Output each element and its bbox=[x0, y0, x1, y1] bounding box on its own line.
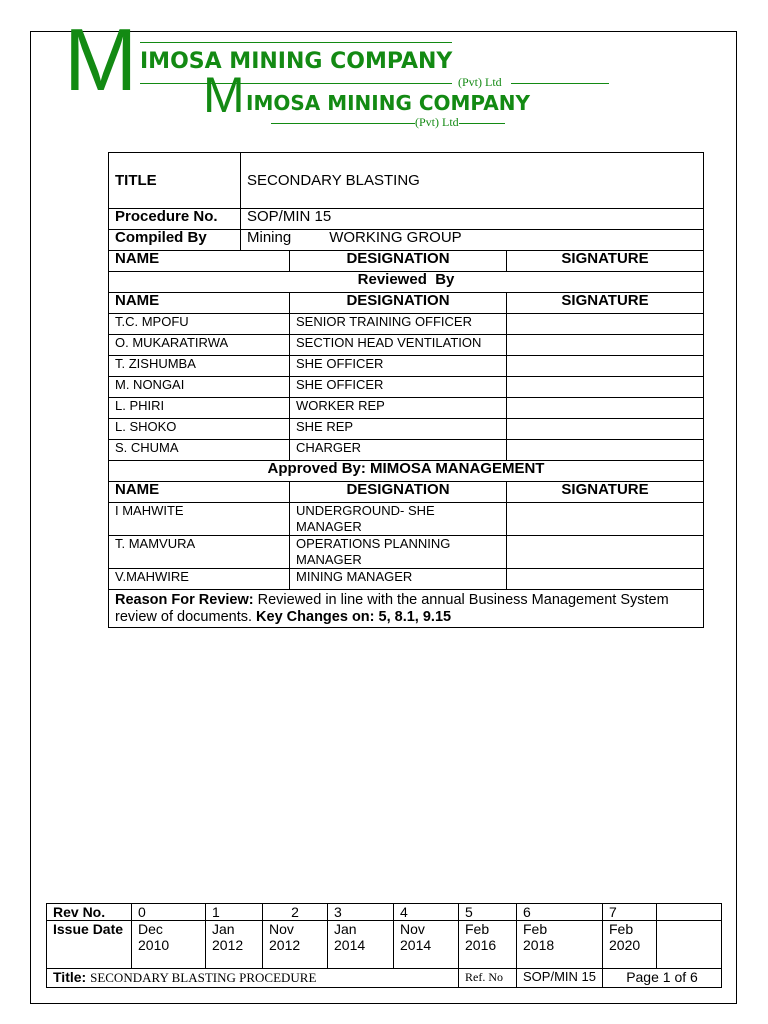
reviewer-designation: SHE OFFICER bbox=[290, 356, 507, 377]
rev-no: 6 bbox=[517, 904, 603, 921]
reason-label: Reason For Review: bbox=[115, 592, 254, 608]
procedure-info-table bbox=[108, 152, 704, 628]
logo-rule-right bbox=[459, 123, 505, 124]
approver-name: I MAHWITE bbox=[109, 503, 290, 536]
reviewer-designation: SECTION HEAD VENTILATION bbox=[290, 335, 507, 356]
title-value: SECONDARY BLASTING bbox=[241, 153, 704, 209]
logo-rule-left bbox=[271, 123, 415, 124]
col-header-name: NAME bbox=[109, 251, 290, 272]
col-header-designation: DESIGNATION bbox=[290, 251, 507, 272]
footer-title-label: Title: bbox=[53, 969, 87, 985]
logo-pvt-ltd: (Pvt) Ltd bbox=[458, 75, 502, 89]
reviewer-signature bbox=[507, 419, 704, 440]
procedure-label: Procedure No. bbox=[109, 209, 241, 230]
table-row bbox=[109, 503, 704, 536]
footer-title bbox=[47, 969, 459, 988]
approver-signature bbox=[507, 536, 704, 569]
reviewer-name: L. SHOKO bbox=[109, 419, 290, 440]
table-row bbox=[109, 569, 704, 590]
reviewer-name: O. MUKARATIRWA bbox=[109, 335, 290, 356]
col-header-name: NAME bbox=[109, 482, 290, 503]
rev-no: 2 bbox=[263, 904, 328, 921]
issue-date: Nov 2014 bbox=[394, 921, 459, 969]
rev-no: 0 bbox=[132, 904, 206, 921]
compiled-label: Compiled By bbox=[109, 230, 241, 251]
footer-title-value: SECONDARY BLASTING PROCEDURE bbox=[90, 970, 317, 985]
logo-company-name: IMOSA MINING COMPANY bbox=[140, 49, 453, 74]
compiled-group: WORKING GROUP bbox=[329, 229, 462, 246]
reviewer-signature bbox=[507, 356, 704, 377]
approver-designation: OPERATIONS PLANNING MANAGER bbox=[290, 536, 507, 569]
reviewer-designation: WORKER REP bbox=[290, 398, 507, 419]
compiled-value bbox=[241, 230, 704, 251]
reviewer-name: S. CHUMA bbox=[109, 440, 290, 461]
reviewer-signature bbox=[507, 398, 704, 419]
approver-name: T. MAMVURA bbox=[109, 536, 290, 569]
reviewer-signature bbox=[507, 377, 704, 398]
rev-no: 5 bbox=[459, 904, 517, 921]
col-header-designation: DESIGNATION bbox=[290, 482, 507, 503]
logo-rule-right bbox=[511, 83, 609, 84]
reviewer-name: M. NONGAI bbox=[109, 377, 290, 398]
table-row bbox=[109, 314, 704, 335]
table-row bbox=[109, 440, 704, 461]
table-row bbox=[109, 356, 704, 377]
issue-date: Dec 2010 bbox=[132, 921, 206, 969]
reviewer-name: T.C. MPOFU bbox=[109, 314, 290, 335]
col-header-name: NAME bbox=[109, 293, 290, 314]
issue-date: Feb 2020 bbox=[603, 921, 657, 969]
approved-by-heading: Approved By: MIMOSA MANAGEMENT bbox=[109, 461, 704, 482]
table-row bbox=[109, 419, 704, 440]
logo-initial: M bbox=[64, 10, 138, 109]
rev-no: 1 bbox=[206, 904, 263, 921]
reviewed-by-heading: Reviewed By bbox=[109, 272, 704, 293]
col-header-signature: SIGNATURE bbox=[507, 482, 704, 503]
revision-history-table bbox=[46, 903, 722, 988]
approver-signature bbox=[507, 569, 704, 590]
ref-no-value: SOP/MIN 15 bbox=[517, 969, 603, 988]
issue-date: Nov 2012 bbox=[263, 921, 328, 969]
issue-date: Feb 2018 bbox=[517, 921, 603, 969]
reason-for-review bbox=[109, 590, 704, 628]
reviewer-designation: SHE REP bbox=[290, 419, 507, 440]
reviewer-designation: SHE OFFICER bbox=[290, 377, 507, 398]
table-row bbox=[109, 398, 704, 419]
rev-no-empty bbox=[657, 904, 722, 921]
title-label: TITLE bbox=[109, 153, 241, 209]
reviewer-name: T. ZISHUMBA bbox=[109, 356, 290, 377]
issue-date: Jan 2012 bbox=[206, 921, 263, 969]
col-header-designation: DESIGNATION bbox=[290, 293, 507, 314]
rev-no: 3 bbox=[328, 904, 394, 921]
table-row bbox=[109, 377, 704, 398]
reviewer-designation: SENIOR TRAINING OFFICER bbox=[290, 314, 507, 335]
table-row bbox=[109, 536, 704, 569]
logo-rule-left bbox=[140, 83, 452, 84]
logo-initial: M bbox=[203, 67, 245, 123]
reviewer-signature bbox=[507, 314, 704, 335]
reviewer-name: L. PHIRI bbox=[109, 398, 290, 419]
page-number: Page 1 of 6 bbox=[603, 969, 722, 988]
approver-signature bbox=[507, 503, 704, 536]
logo-company-name: IMOSA MINING COMPANY bbox=[246, 91, 530, 115]
approver-name: V.MAHWIRE bbox=[109, 569, 290, 590]
table-row bbox=[109, 335, 704, 356]
issue-date: Jan 2014 bbox=[328, 921, 394, 969]
issue-date-label: Issue Date bbox=[47, 921, 132, 969]
reason-text: Reviewed in line with the annual Business Management System review of documents. bbox=[115, 592, 669, 625]
approver-designation: UNDERGROUND- SHE MANAGER bbox=[290, 503, 507, 536]
issue-date: Feb 2016 bbox=[459, 921, 517, 969]
procedure-value: SOP/MIN 15 bbox=[241, 209, 704, 230]
rev-no-label: Rev No. bbox=[47, 904, 132, 921]
compiled-dept: Mining bbox=[247, 229, 292, 246]
approver-designation: MINING MANAGER bbox=[290, 569, 507, 590]
col-header-signature: SIGNATURE bbox=[507, 293, 704, 314]
key-changes: Key Changes on: 5, 8.1, 9.15 bbox=[256, 609, 452, 625]
reviewer-designation: CHARGER bbox=[290, 440, 507, 461]
reviewer-signature bbox=[507, 440, 704, 461]
reviewer-signature bbox=[507, 335, 704, 356]
logo-pvt-ltd: (Pvt) Ltd bbox=[415, 115, 459, 129]
rev-no: 4 bbox=[394, 904, 459, 921]
col-header-signature: SIGNATURE bbox=[507, 251, 704, 272]
logo-rule-top bbox=[140, 42, 452, 43]
ref-no-label: Ref. No bbox=[459, 969, 517, 988]
issue-date-empty bbox=[657, 921, 722, 969]
rev-no: 7 bbox=[603, 904, 657, 921]
